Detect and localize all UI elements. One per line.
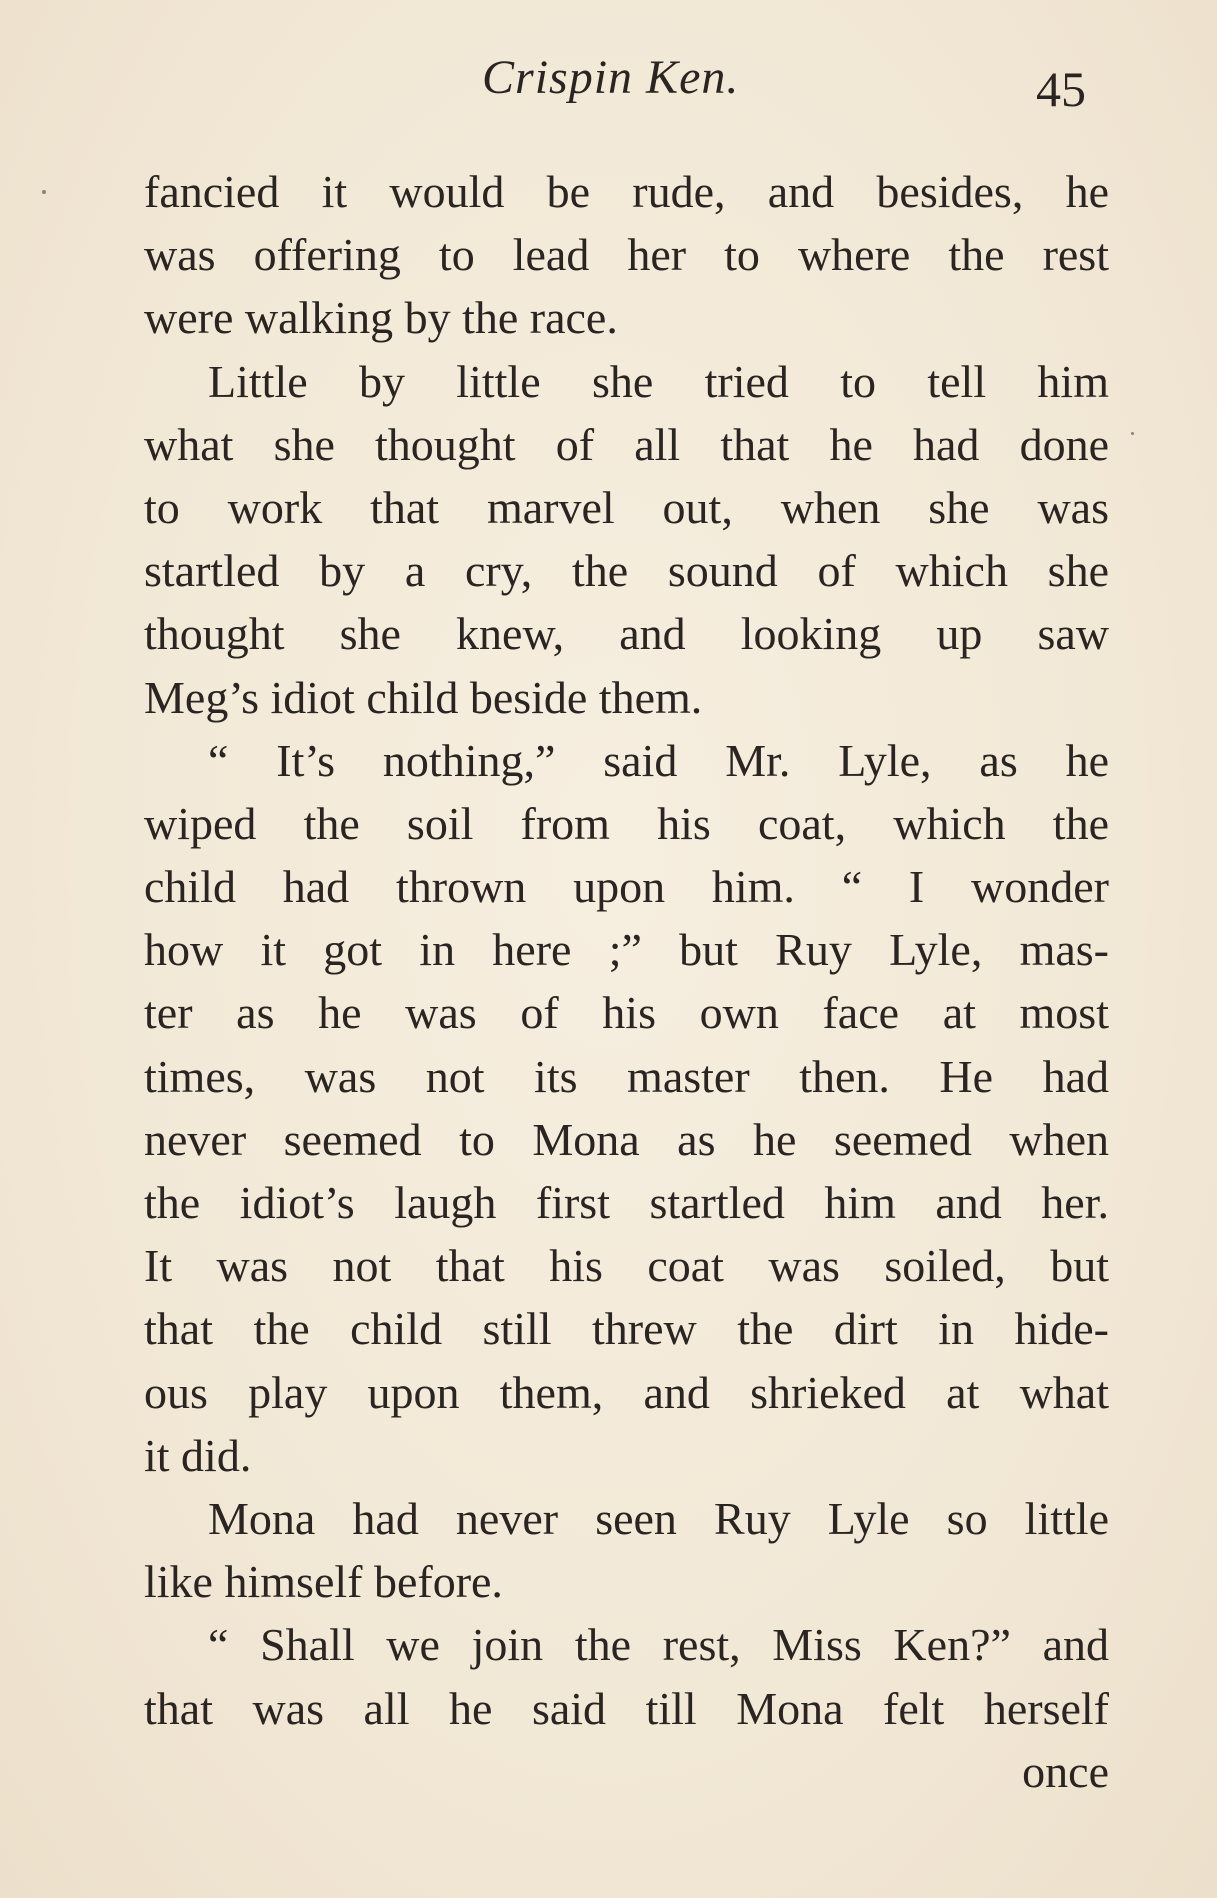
- body-text: [144, 160, 1109, 1803]
- text-line: child had thrown upon him. “ I wonder: [144, 861, 1109, 913]
- text-line: “ Shall we join the rest, Miss Ken?” and: [208, 1619, 1109, 1671]
- text-line: thought she knew, and looking up saw: [144, 608, 1109, 660]
- text-line: It was not that his coat was soiled, but: [144, 1240, 1109, 1292]
- page-header: [0, 48, 1217, 118]
- paper-speck: [42, 190, 46, 194]
- text-line: never seemed to Mona as he seemed when: [144, 1113, 1109, 1165]
- text-line: the idiot’s laugh first startled him and her.: [144, 1177, 1109, 1228]
- text-line: like himself before.: [144, 1556, 503, 1608]
- paper-speck: [1131, 432, 1134, 435]
- text-line: wiped the soil from his coat, which the: [144, 797, 1109, 849]
- text-line: “ It’s nothing,” said Mr. Lyle, as he: [208, 734, 1109, 786]
- text-line: times, was not its master then. He had: [144, 1050, 1109, 1102]
- text-line: that the child still threw the dirt in hide-: [144, 1303, 1109, 1355]
- text-line: what she thought of all that he had done: [144, 418, 1109, 470]
- text-line: how it got in here ;” but Ruy Lyle, mas-: [144, 924, 1109, 976]
- page-number: 45: [1036, 61, 1086, 117]
- text-line: were walking by the race.: [144, 292, 618, 344]
- text-line: ter as he was of his own face at most: [144, 987, 1109, 1039]
- text-line: was offering to lead her to where the rest: [144, 229, 1109, 281]
- text-line: fancied it would be rude, and besides, he: [144, 166, 1109, 217]
- text-line: Meg’s idiot child beside them.: [144, 671, 703, 723]
- text-line: Little by little she tried to tell him: [208, 355, 1109, 407]
- running-head: Crispin Ken.: [482, 51, 740, 104]
- text-line: startled by a cry, the sound of which she: [144, 545, 1109, 597]
- text-line: Mona had never seen Ruy Lyle so little: [208, 1492, 1109, 1544]
- text-line: to work that marvel out, when she was: [144, 481, 1109, 533]
- text-line: it did.: [144, 1429, 252, 1481]
- catchword: once: [1022, 1745, 1109, 1797]
- text-line: ous play upon them, and shrieked at what: [144, 1366, 1109, 1418]
- text-line: that was all he said till Mona felt herself: [144, 1682, 1109, 1734]
